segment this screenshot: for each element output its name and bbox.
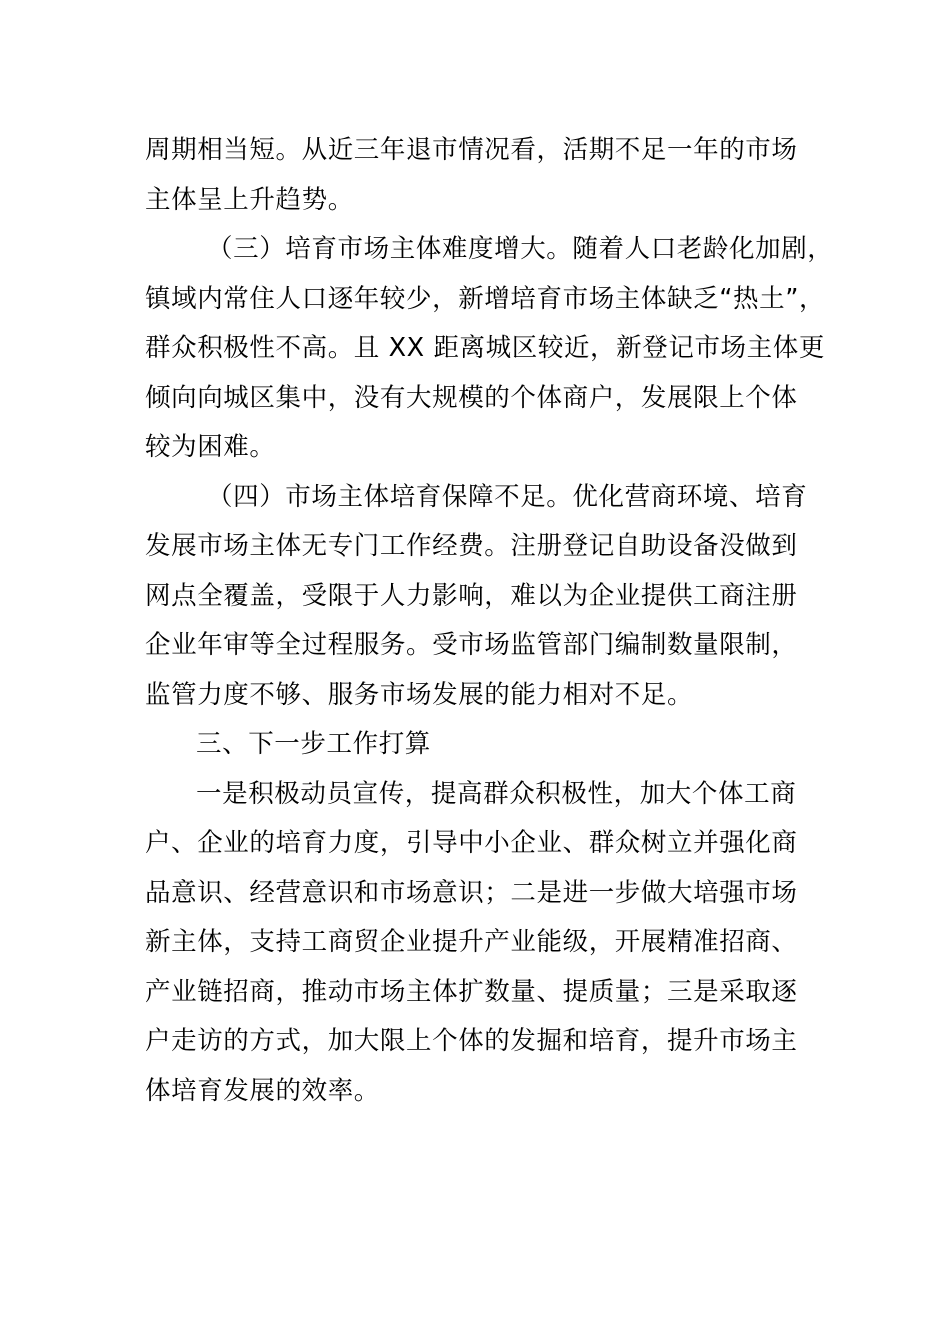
text-line: 企业年审等全过程服务。受市场监管部门编制数量限制， bbox=[145, 630, 798, 660]
text-line: 主体呈上升趋势。 bbox=[145, 184, 354, 215]
text-line: 一是积极动员宣传，提高群众积极性，加大个体工商 bbox=[196, 778, 797, 809]
text-line: 群众积极性不高。且 XX 距离城区较近，新登记市场主体更 bbox=[145, 333, 825, 363]
text-line: 户走访的方式，加大限上个体的发掘和培育，提升市场主 bbox=[145, 1026, 798, 1056]
text-line: 产业链招商，推动市场主体扩数量、提质量；三是采取逐 bbox=[145, 976, 798, 1007]
text-line: 网点全覆盖，受限于人力影响，难以为企业提供工商注册 bbox=[145, 580, 798, 611]
section-heading-four: （四）市场主体培育保障不足。优化营商环境、培育 bbox=[207, 481, 808, 512]
text-line: 监管力度不够、服务市场发展的能力相对不足。 bbox=[145, 679, 694, 710]
text-line: 发展市场主体无专门工作经费。注册登记自助设备没做到 bbox=[145, 531, 798, 561]
text-line: 品意识、经营意识和市场意识；二是进一步做大培强市场 bbox=[145, 877, 798, 908]
text-line: 周期相当短。从近三年退市情况看，活期不足一年的市场 bbox=[145, 135, 798, 165]
text-line: 户、企业的培育力度，引导中小企业、群众树立并强化商 bbox=[145, 828, 798, 858]
text-line: 体培育发展的效率。 bbox=[145, 1075, 380, 1106]
section-heading-three: （三）培育市场主体难度增大。随着人口老龄化加剧， bbox=[207, 234, 834, 264]
section-title-next-steps: 三、下一步工作打算 bbox=[196, 729, 431, 759]
text-line: 较为困难。 bbox=[145, 432, 276, 462]
text-line: 倾向向城区集中，没有大规模的个体商户，发展限上个体 bbox=[145, 382, 798, 413]
text-line: 镇域内常住人口逐年较少，新增培育市场主体缺乏“热土”， bbox=[145, 283, 826, 314]
text-line: 新主体，支持工商贸企业提升产业能级，开展精准招商、 bbox=[145, 927, 798, 957]
document-body bbox=[145, 126, 834, 1116]
